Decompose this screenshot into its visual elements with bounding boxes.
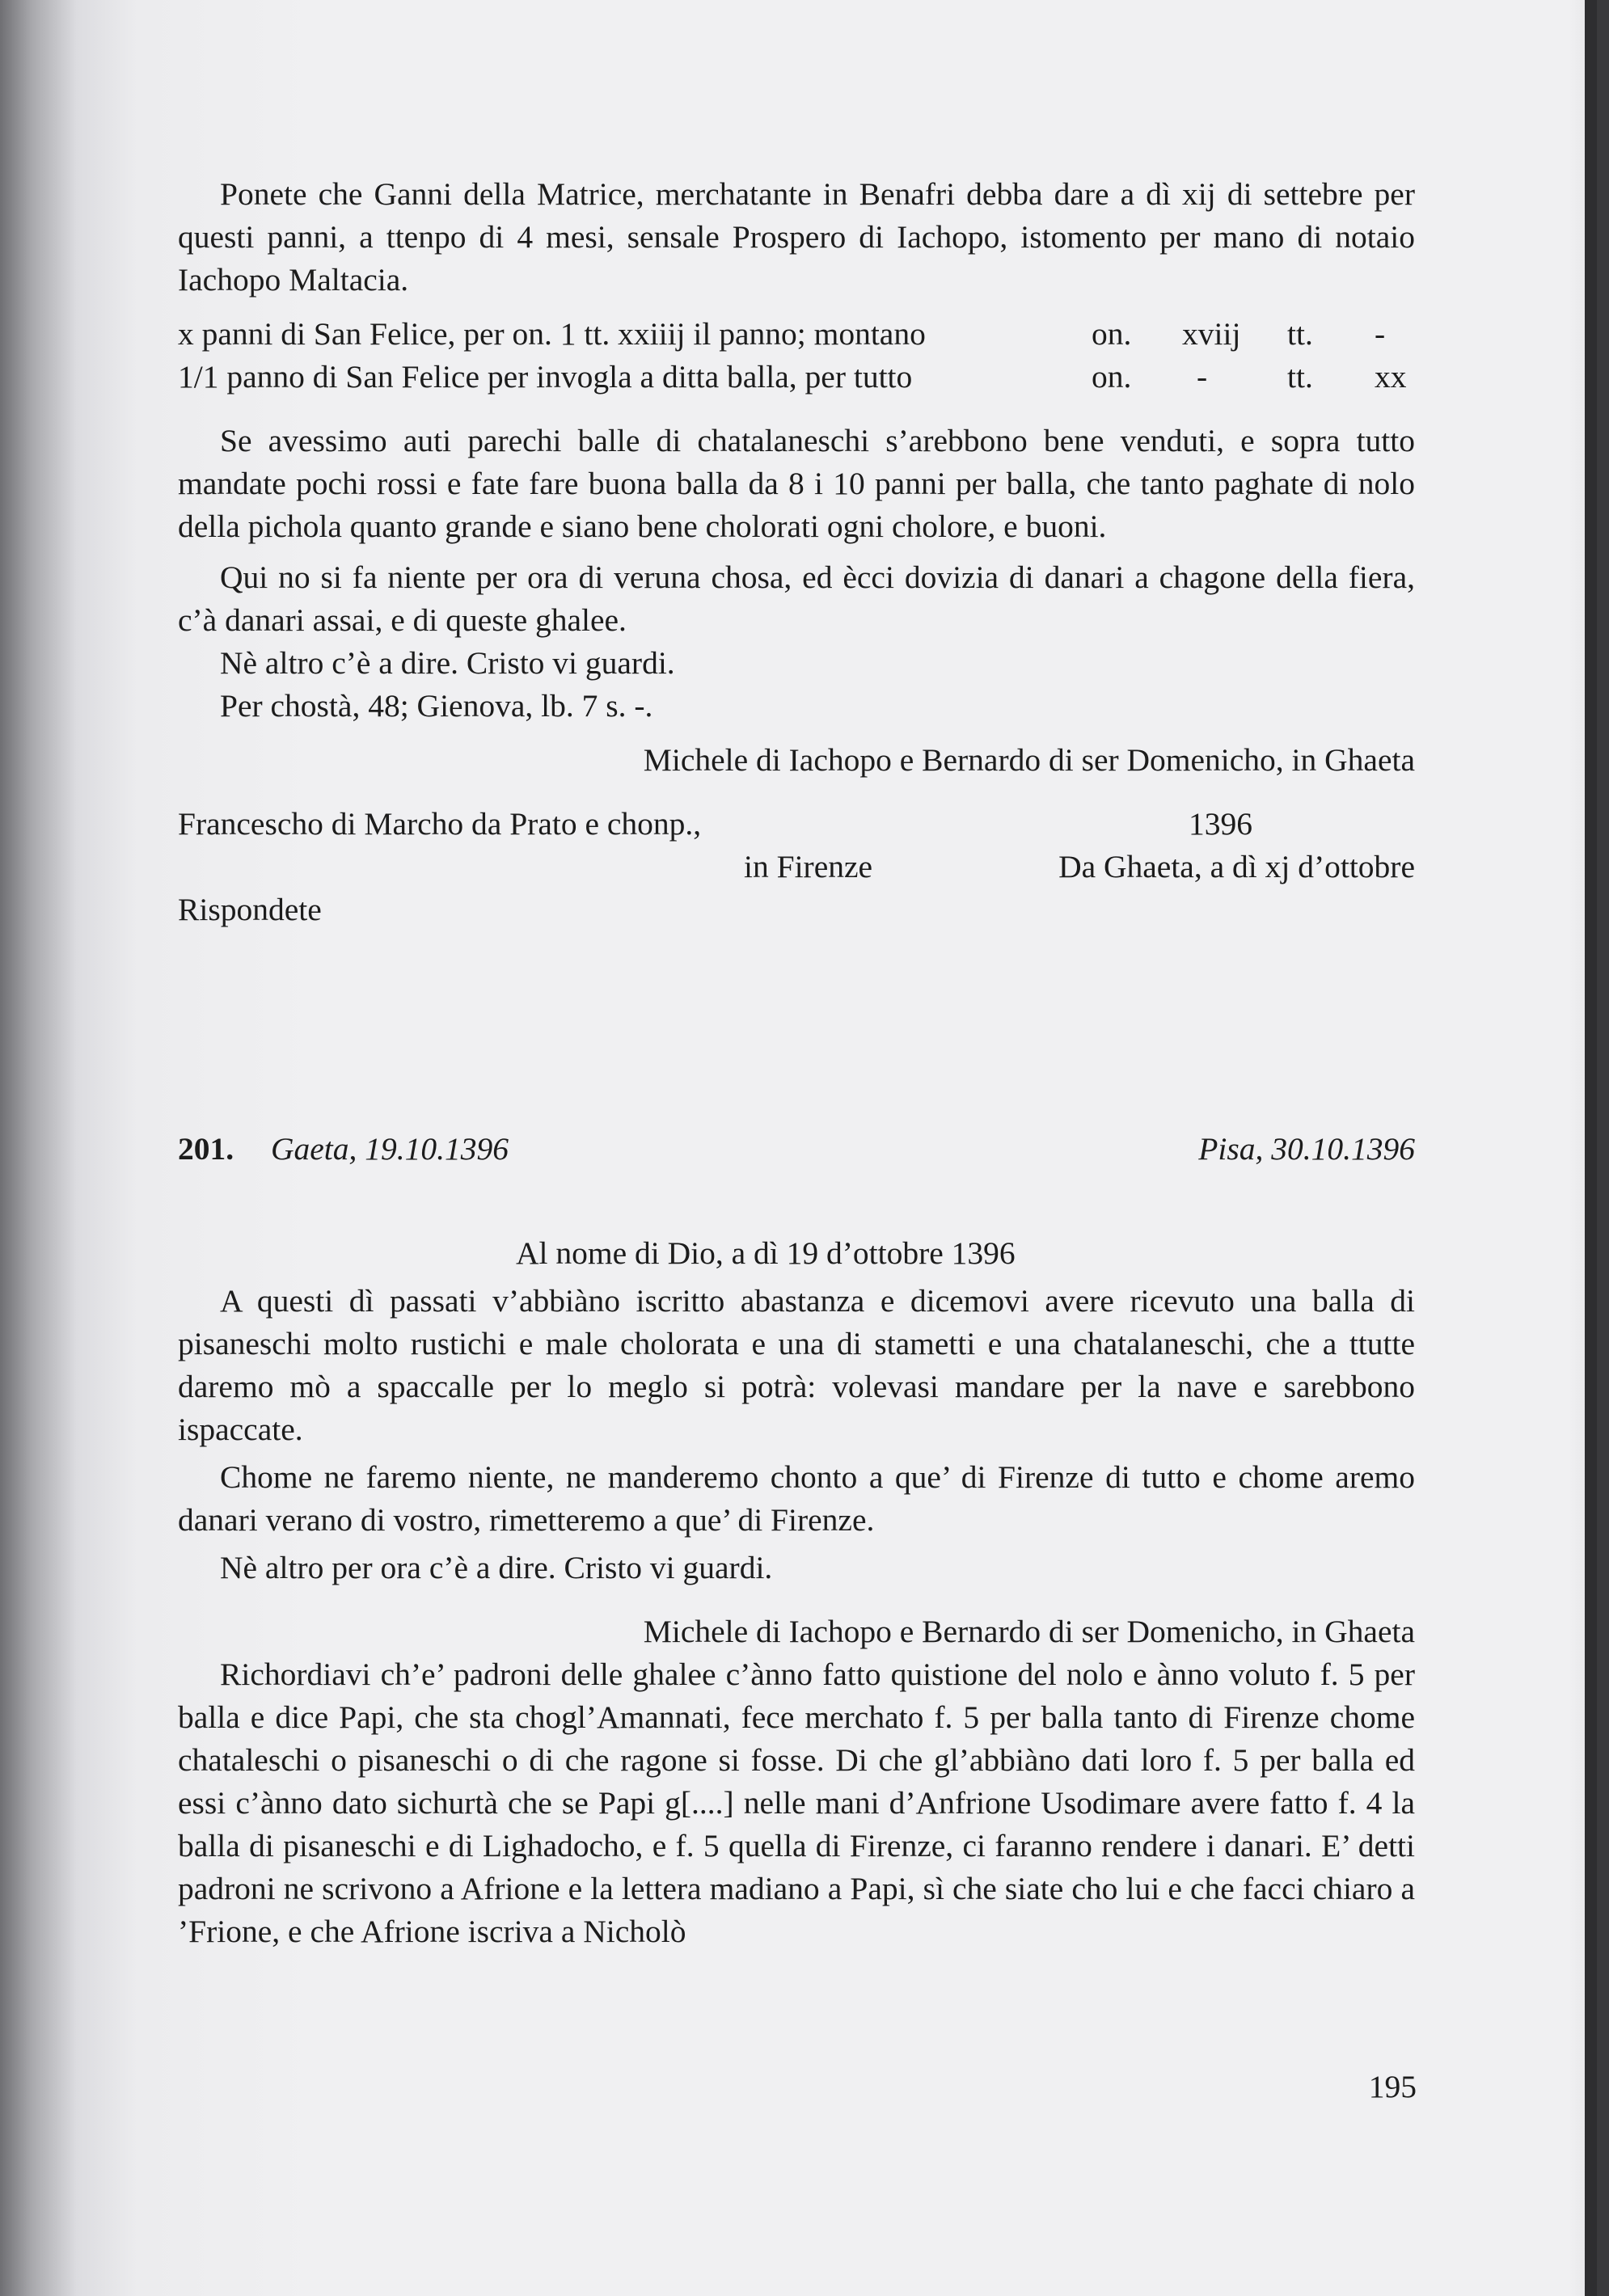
account-entry — [178, 356, 1415, 399]
paragraph: Ponete che Ganni della Matrice, merchatante in Benafri debba dare a dì xij di settebre per questi panni, a ttenpo di 4 mesi, sensale Prospero di Iachopo, istomento per mano di notaio Iachopo Maltacia. — [178, 176, 1415, 298]
signature-line — [178, 1610, 1415, 1653]
letter-heading-row — [178, 1128, 1415, 1171]
letter-201-body — [178, 1232, 1415, 1953]
entry-on-label: on. — [1092, 359, 1132, 395]
page-edge — [1585, 0, 1597, 2296]
entry-description: 1/1 panno di San Felice per invogla a ditta balla, per tutto — [178, 359, 913, 395]
entry-tt-label: tt. — [1287, 359, 1313, 395]
paragraph: Nè altro per ora c’è a dire. Cristo vi guardi. — [220, 1550, 773, 1585]
entry-tt-label: tt. — [1287, 316, 1313, 352]
entry-on-value: - — [1197, 359, 1208, 395]
letter-201-header — [178, 1128, 1415, 1171]
paragraph: Per chostà, 48; Gienova, lb. 7 s. -. — [220, 688, 653, 724]
address-line — [178, 846, 1415, 888]
page-number: 195 — [1368, 2069, 1417, 2104]
letter-destination: Pisa, 30.10.1396 — [1198, 1131, 1415, 1167]
entry-tt-value: - — [1375, 316, 1386, 352]
year: 1396 — [1189, 806, 1252, 842]
signature: Michele di Iachopo e Bernardo di ser Domenicho, in Ghaeta — [643, 1614, 1415, 1649]
reply-note: Rispondete — [178, 892, 322, 927]
reply-line — [178, 888, 1415, 931]
entry-description: x panni di San Felice, per on. 1 tt. xxiiij il panno; montano — [178, 316, 926, 352]
paragraph: Nè altro c’è a dire. Cristo vi guardi. — [220, 645, 675, 681]
letter-origin: Gaeta, 19.10.1396 — [271, 1131, 509, 1167]
address-line — [178, 803, 1415, 846]
letter-200-body — [178, 173, 1415, 931]
signature: Michele di Iachopo e Bernardo di ser Domenicho, in Ghaeta — [643, 742, 1415, 778]
letter-opening — [178, 1232, 1415, 1275]
signature-line — [178, 739, 1415, 782]
destination-place: in Firenze — [744, 849, 873, 884]
entry-grossi-value: xx — [1375, 359, 1407, 395]
postscript: Richordiavi ch’e’ padroni delle ghalee c’ànno fatto quistione del nolo e ànno voluto f. 5 per balla e dice Papi, che sta chogl’Amannati, fece merchato f. 5 per balla tanto di Firenze chome chataleschi o pisaneschi o di che ragone si fosse. Di che gl’abbiàno dati loro f. 5 per balla ed essi c’ànno dato sichurtà che se Papi g[....] nelle mani d’Anfrione Usodimare avere fatto f. 4 la balla di pisaneschi e di Lighadocho, e f. 5 quella di Firenze, ci faranno rendere i danari. E’ detti padroni ne scrivono a Afrione e la lettera madiano a Papi, sì che siate cho lui e che facci chiaro a ’Frione, e che Afrione iscriva a Nicholò — [178, 1657, 1415, 1949]
sent-from: Da Ghaeta, a dì xj d’ottobre — [1058, 849, 1415, 884]
paragraph: Se avessimo auti parechi balle di chatalaneschi s’arebbono bene venduti, e sopra tutto mandate pochi rossi e fate fare buona balla da 8 i 10 panni per balla, che tanto paghate di nolo della pichola quanto grande e siano bene cholorati ogni cholore, e buoni. — [178, 423, 1415, 544]
entry-on-label: on. — [1092, 316, 1132, 352]
account-entry — [178, 313, 1415, 356]
paragraph: Qui no si fa niente per ora di veruna chosa, ed ècci dovizia di danari a chagone della fiera, c’à danari assai, e di queste ghalee. — [178, 559, 1415, 638]
paragraph: A questi dì passati v’abbiàno iscritto abastanza e dicemovi avere ricevuto una balla di pisaneschi molto rustichi e male cholorata e una di stametti e una chatalaneschi, che a ttutte daremo mò a spaccalle per lo meglo si potrà: volevasi mandare per la nave e sarebbono ispaccate. — [178, 1283, 1415, 1447]
letter-number: 201. — [178, 1131, 234, 1167]
addressee: Francescho di Marcho da Prato e chonp., — [178, 806, 702, 842]
paragraph: Chome ne faremo niente, ne manderemo chonto a que’ di Firenze di tutto e chome aremo danari verano di vostro, rimetteremo a que’ di Firenze. — [178, 1459, 1415, 1538]
entry-on-value: xviij — [1182, 316, 1241, 352]
opening-formula: Al nome di Dio, a dì 19 d’ottobre 1396 — [516, 1235, 1016, 1271]
